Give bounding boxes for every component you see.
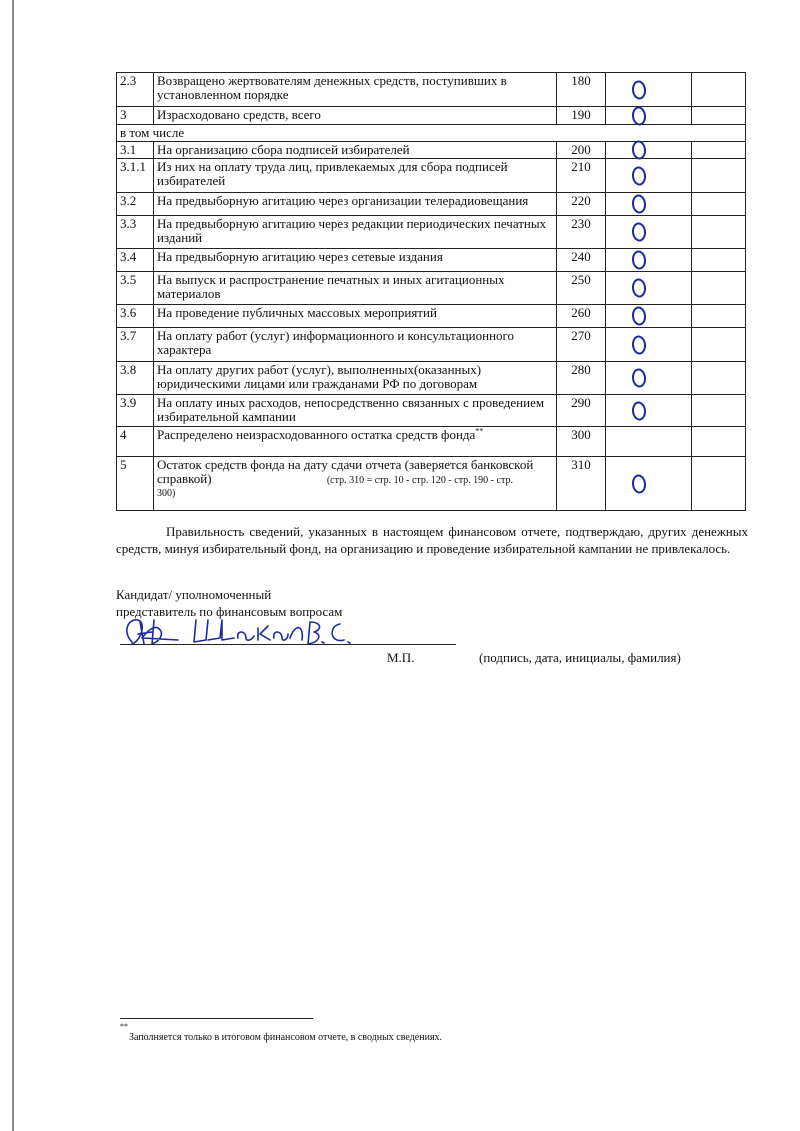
handwritten-zero — [631, 334, 647, 354]
table-row — [117, 272, 746, 305]
handwritten-zero — [631, 400, 647, 420]
table-row — [117, 249, 746, 272]
row-code: 220 — [557, 193, 606, 216]
row-note — [692, 216, 746, 249]
row-amount — [606, 305, 692, 328]
row-number: 3.4 — [117, 249, 154, 272]
scan-edge-line — [12, 0, 14, 1131]
row-name: На оплату других работ (услуг), выполненных(оказанных) юридическими лицами или гражданами РФ по договорам — [154, 362, 557, 395]
row-name: На оплату иных расходов, непосредственно связанных с проведением избирательной кампании — [154, 395, 557, 427]
table-row — [117, 159, 746, 193]
row-amount — [606, 159, 692, 193]
handwritten-zero — [631, 278, 647, 298]
row-name: На проведение публичных массовых мероприятий — [154, 305, 557, 328]
row-name: На организацию сбора подписей избирателей — [154, 142, 557, 159]
table-row — [117, 107, 746, 125]
row-note — [692, 328, 746, 362]
row-name-text: Остаток средств фонда на дату сдачи отчета (заверяется банковской справкой) — [157, 457, 534, 486]
row-name: На оплату работ (услуг) информационного и консультационного характера — [154, 328, 557, 362]
handwritten-zero — [631, 222, 647, 242]
row-amount — [606, 328, 692, 362]
row-amount — [606, 427, 692, 457]
table-row — [117, 427, 746, 457]
row-note — [692, 249, 746, 272]
row-name-text: Распределено неизрасходованного остатка средств фонда — [157, 427, 476, 442]
candidate-line-1: Кандидат/ уполномоченный — [116, 587, 272, 602]
row-name: На предвыборную агитацию через редакции периодических печатных изданий — [154, 216, 557, 249]
table-row — [117, 457, 746, 511]
row-code: 280 — [557, 362, 606, 395]
handwritten-zero — [631, 79, 647, 99]
footnote-text: Заполняется только в итоговом финансовом отчете, в сводных сведениях. — [129, 1032, 443, 1043]
row-name: На выпуск и распространение печатных и иных агитационных материалов — [154, 272, 557, 305]
row-name: Из них на оплату труда лиц, привлекаемых для сбора подписей избирателей — [154, 159, 557, 193]
row-amount — [606, 395, 692, 427]
table-subheader-row — [117, 125, 746, 142]
row-code: 270 — [557, 328, 606, 362]
row-code: 200 — [557, 142, 606, 159]
handwritten-zero — [631, 140, 647, 160]
row-note — [692, 73, 746, 107]
row-amount — [606, 107, 692, 125]
row-amount — [606, 249, 692, 272]
handwritten-zero — [631, 306, 647, 326]
candidate-line-2: представитель по финансовым вопросам — [116, 604, 343, 619]
handwritten-zero — [631, 105, 647, 125]
row-code: 230 — [557, 216, 606, 249]
table-row — [117, 328, 746, 362]
row-amount — [606, 362, 692, 395]
handwritten-zero — [631, 368, 647, 388]
row-name: На предвыборную агитацию через сетевые издания — [154, 249, 557, 272]
row-note — [692, 457, 746, 511]
row-name — [154, 427, 557, 457]
handwritten-zero — [631, 194, 647, 214]
row-number: 3.2 — [117, 193, 154, 216]
footnote-divider — [120, 1018, 313, 1019]
row-code: 260 — [557, 305, 606, 328]
row-number: 2.3 — [117, 73, 154, 107]
row-note — [692, 193, 746, 216]
table-row — [117, 305, 746, 328]
row-code: 210 — [557, 159, 606, 193]
row-note — [692, 427, 746, 457]
row-amount — [606, 216, 692, 249]
row-note — [692, 395, 746, 427]
table-row — [117, 73, 746, 107]
affirmation-paragraph: Правильность сведений, указанных в настоящем финансовом отчете, подтверждаю, других денежных средств, минуя избирательный фонд, на организацию и проведение избирательной кампании не привлекалось. — [116, 524, 748, 556]
table-row — [117, 395, 746, 427]
table-row — [117, 193, 746, 216]
row-note — [692, 362, 746, 395]
row-note — [692, 107, 746, 125]
row-name: Возвращено жертвователям денежных средств, поступивших в установленном порядке — [154, 73, 557, 107]
row-code: 300 — [557, 427, 606, 457]
row-code: 180 — [557, 73, 606, 107]
handwritten-zero — [631, 165, 647, 185]
row-formula-continuation: 300) — [157, 488, 176, 499]
footnote-mark: ** — [120, 1022, 128, 1031]
row-number: 3.1 — [117, 142, 154, 159]
row-number: 3.3 — [117, 216, 154, 249]
row-number: 3.7 — [117, 328, 154, 362]
row-note — [692, 159, 746, 193]
row-number: 5 — [117, 457, 154, 511]
row-amount — [606, 457, 692, 511]
row-code: 240 — [557, 249, 606, 272]
row-number: 3.8 — [117, 362, 154, 395]
handwritten-zero — [631, 473, 647, 493]
row-amount — [606, 73, 692, 107]
table-row — [117, 142, 746, 159]
row-number: 3.5 — [117, 272, 154, 305]
row-code: 290 — [557, 395, 606, 427]
row-number: 3.9 — [117, 395, 154, 427]
footnote-reference: ** — [475, 426, 484, 436]
row-name: На предвыборную агитацию через организации телерадиовещания — [154, 193, 557, 216]
handwritten-zero — [631, 250, 647, 270]
row-amount — [606, 193, 692, 216]
row-note — [692, 272, 746, 305]
row-amount — [606, 272, 692, 305]
row-note — [692, 142, 746, 159]
row-formula: (стр. 310 = стр. 10 - стр. 120 - стр. 190 - стр. — [326, 475, 513, 486]
financial-report-table — [116, 72, 746, 511]
row-amount — [606, 142, 692, 159]
row-code: 250 — [557, 272, 606, 305]
row-name: Израсходовано средств, всего — [154, 107, 557, 125]
subheader-label: в том числе — [117, 125, 746, 142]
row-code: 190 — [557, 107, 606, 125]
row-note — [692, 305, 746, 328]
signature-caption: (подпись, дата, инициалы, фамилия) — [479, 650, 681, 665]
signature-line — [120, 644, 456, 645]
row-name — [154, 457, 557, 511]
row-code: 310 — [557, 457, 606, 511]
row-number: 3 — [117, 107, 154, 125]
row-number: 4 — [117, 427, 154, 457]
table-row — [117, 216, 746, 249]
row-number: 3.6 — [117, 305, 154, 328]
row-number: 3.1.1 — [117, 159, 154, 193]
stamp-place-label: М.П. — [387, 650, 415, 665]
table-row — [117, 362, 746, 395]
